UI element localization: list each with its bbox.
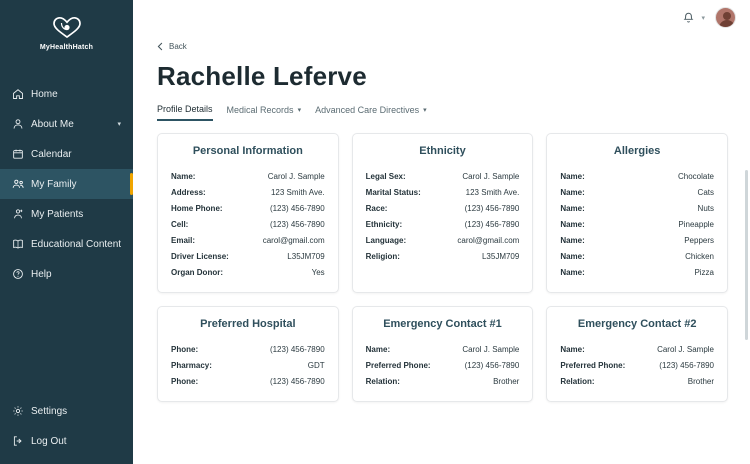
tab-label: Advanced Care Directives (315, 105, 420, 115)
field-row (560, 264, 714, 280)
field-label: Email: (171, 235, 196, 245)
tab-label: Profile Details (157, 104, 213, 114)
brand (0, 0, 133, 51)
field-label: Name: (560, 171, 585, 181)
card-allergies (546, 133, 728, 293)
field-value: (123) 456-7890 (464, 360, 520, 370)
field-row (560, 373, 714, 389)
family-icon (12, 178, 29, 190)
field-row (560, 357, 714, 373)
sidebar-item-about-me[interactable] (0, 109, 133, 139)
sidebar-item-log-out[interactable] (0, 426, 133, 456)
field-label: Name: (560, 187, 585, 197)
field-row (171, 216, 325, 232)
field-value: 123 Smith Ave. (465, 187, 520, 197)
field-row (171, 232, 325, 248)
field-value: (123) 456-7890 (269, 376, 325, 386)
sidebar-item-label: My Family (31, 178, 77, 190)
avatar-body (719, 20, 735, 28)
field-value: carol@gmail.com (262, 235, 325, 245)
field-label: Name: (560, 235, 585, 245)
field-row (366, 232, 520, 248)
field-value: Carol J. Sample (657, 344, 714, 354)
field-row (560, 248, 714, 264)
tab-label: Medical Records (226, 105, 294, 115)
field-value: Pineapple (678, 219, 714, 229)
field-label: Name: (560, 203, 585, 213)
card-emergency-contact-2 (546, 306, 728, 402)
field-value: Carol J. Sample (462, 344, 520, 354)
field-label: Name: (560, 267, 585, 277)
card-title: Preferred Hospital (200, 318, 296, 330)
sidebar-item-my-family[interactable] (0, 169, 133, 199)
field-row (171, 373, 325, 389)
field-row (171, 264, 325, 280)
field-value: Carol J. Sample (267, 171, 325, 181)
field-label: Relation: (560, 376, 595, 386)
chevron-down-icon[interactable]: ▾ (423, 107, 427, 114)
book-icon (12, 238, 29, 250)
avatar[interactable] (715, 7, 736, 28)
field-label: Marital Status: (365, 187, 421, 197)
card-title: Emergency Contact #1 (383, 318, 502, 330)
avatar-head (723, 12, 731, 20)
chevron-down-icon[interactable]: ▾ (117, 121, 121, 128)
sidebar-item-educational-content[interactable] (0, 229, 133, 259)
field-label: Pharmacy: (171, 360, 212, 370)
field-value: Chicken (685, 251, 714, 261)
help-circle-icon (12, 268, 29, 280)
sidebar-item-label: About Me (31, 118, 74, 130)
sidebar-item-home[interactable] (0, 79, 133, 109)
field-value: (123) 456-7890 (464, 203, 520, 213)
tab-bar (157, 104, 732, 121)
field-label: Name: (365, 344, 391, 354)
card-personal-information (157, 133, 339, 293)
field-value: (123) 456-7890 (269, 219, 325, 229)
field-label: Name: (560, 219, 585, 229)
tab-medical-records[interactable] (227, 105, 302, 120)
field-value: carol@gmail.com (457, 235, 520, 245)
field-value: (123) 456-7890 (269, 344, 325, 354)
topbar (133, 0, 750, 36)
field-label: Driver License: (171, 251, 229, 261)
main-area (133, 0, 750, 464)
field-label: Home Phone: (171, 203, 223, 213)
field-value: Carol J. Sample (462, 171, 520, 181)
tab-profile-details[interactable] (157, 104, 213, 121)
field-row (171, 357, 325, 373)
home-icon (12, 88, 29, 100)
sidebar-bottom-nav (0, 396, 133, 464)
field-value: Brother (687, 376, 714, 386)
card-title: Personal Information (192, 145, 303, 157)
field-row (560, 341, 714, 357)
back-label: Back (169, 42, 187, 51)
bell-icon[interactable] (682, 11, 695, 25)
heart-stethoscope-logo-icon (50, 14, 84, 40)
field-row (366, 373, 520, 389)
sidebar (0, 0, 133, 464)
field-value: Chocolate (677, 171, 714, 181)
field-row (366, 200, 520, 216)
field-value: Brother (493, 376, 520, 386)
field-row (171, 168, 325, 184)
field-row (171, 248, 325, 264)
card-title: Allergies (613, 145, 661, 157)
field-row (560, 200, 714, 216)
sidebar-item-label: Educational Content (31, 238, 122, 250)
card-ethnicity (352, 133, 534, 293)
brand-name: MyHealthHatch (39, 44, 94, 51)
sidebar-item-label: Help (31, 268, 52, 280)
field-label: Name: (560, 344, 585, 354)
field-label: Language: (365, 235, 407, 245)
field-row (560, 216, 714, 232)
chevron-left-icon (157, 42, 164, 51)
sidebar-item-my-patients[interactable] (0, 199, 133, 229)
field-label: Religion: (365, 251, 400, 261)
chevron-down-icon[interactable]: ▾ (701, 14, 705, 22)
field-value: Yes (311, 267, 325, 277)
sidebar-item-label: My Patients (31, 208, 84, 220)
field-value: Peppers (684, 235, 714, 245)
field-label: Name: (560, 251, 585, 261)
field-row (366, 248, 520, 264)
page-title: Rachelle Leferve (157, 61, 367, 91)
field-row (366, 168, 520, 184)
sidebar-item-label: Settings (31, 405, 68, 417)
card-title: Ethnicity (419, 145, 466, 157)
patients-icon (12, 208, 29, 220)
sidebar-nav (0, 79, 133, 289)
field-row (366, 216, 520, 232)
field-row (560, 184, 714, 200)
field-row (171, 200, 325, 216)
card-emergency-contact-1 (352, 306, 534, 402)
sidebar-item-label: Home (31, 88, 58, 100)
sidebar-item-label: Log Out (31, 435, 67, 447)
sidebar-item-settings[interactable] (0, 396, 133, 426)
field-row (366, 184, 520, 200)
chevron-down-icon[interactable]: ▾ (297, 107, 302, 114)
field-label: Cell: (171, 219, 189, 229)
field-value: L35JM709 (287, 251, 325, 261)
field-label: Name: (171, 171, 196, 181)
field-label: Preferred Phone: (365, 360, 431, 370)
field-row (560, 232, 714, 248)
tab-advanced-care-directives[interactable] (315, 105, 427, 120)
field-label: Address: (171, 187, 206, 197)
field-row (366, 357, 520, 373)
field-label: Legal Sex: (365, 171, 406, 181)
field-value: L35JM709 (481, 251, 520, 261)
field-row (366, 341, 520, 357)
back-button[interactable] (157, 42, 187, 51)
field-row (171, 184, 325, 200)
field-label: Preferred Phone: (560, 360, 626, 370)
sidebar-item-label: Calendar (31, 148, 72, 160)
field-label: Phone: (171, 376, 199, 386)
field-row (560, 168, 714, 184)
field-label: Organ Donor: (171, 267, 223, 277)
page-content (133, 42, 750, 402)
field-value: (123) 456-7890 (269, 203, 325, 213)
field-row (171, 341, 325, 357)
field-label: Phone: (171, 344, 199, 354)
field-value: GDT (307, 360, 325, 370)
card-title: Emergency Contact #2 (577, 318, 697, 330)
field-value: Pizza (694, 267, 714, 277)
field-label: Relation: (365, 376, 400, 386)
field-value: 123 Smith Ave. (270, 187, 325, 197)
field-value: Cats (697, 187, 714, 197)
calendar-icon (12, 148, 29, 160)
cards-grid (157, 133, 732, 402)
user-icon (12, 118, 29, 130)
field-label: Ethnicity: (365, 219, 403, 229)
gear-icon (12, 405, 29, 417)
sidebar-item-help[interactable] (0, 259, 133, 289)
field-value: (123) 456-7890 (659, 360, 714, 370)
logout-icon (12, 435, 29, 447)
field-label: Race: (365, 203, 388, 213)
field-value: (123) 456-7890 (464, 219, 520, 229)
field-value: Nuts (697, 203, 714, 213)
page-scrollbar[interactable] (745, 170, 748, 340)
card-preferred-hospital (157, 306, 339, 402)
sidebar-item-calendar[interactable] (0, 139, 133, 169)
